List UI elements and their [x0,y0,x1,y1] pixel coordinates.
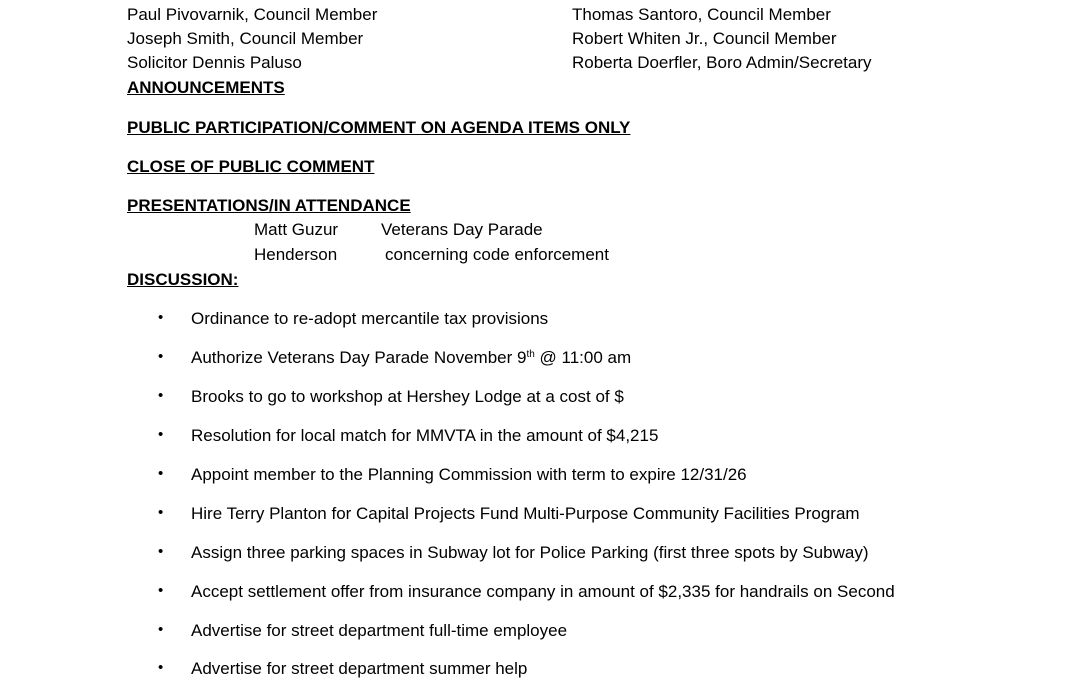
bullet-icon: • [158,426,164,443]
discussion-item: Appoint member to the Planning Commission with term to expire 12/31/26 [191,465,747,484]
ordinal-suffix: th [526,349,535,360]
bullet-icon: • [158,309,164,326]
discussion-item: Advertise for street department full-time employee [191,621,568,640]
discussion-item: Brooks to go to workshop at Hershey Lodge at a cost of $ [191,387,624,406]
bullet-icon: • [158,504,164,521]
discussion-item: Advertise for street department summer help [191,659,528,678]
presenter-topic: concerning code enforcement [385,245,609,264]
announcements-heading: ANNOUNCEMENTS [127,78,285,97]
presentations-heading: PRESENTATIONS/IN ATTENDANCE [127,196,411,215]
attendee-right-2: Robert Whiten Jr., Council Member [572,29,837,48]
bullet-icon: • [158,387,164,404]
attendee-right-1: Thomas Santoro, Council Member [572,5,831,24]
parade-time: @ 11:00 am [534,348,632,367]
public-participation-heading: PUBLIC PARTICIPATION/COMMENT ON AGENDA ITEMS ONLY [127,118,631,137]
bullet-icon: • [158,543,164,560]
attendee-left-3: Solicitor Dennis Paluso [127,53,302,72]
discussion-item: Assign three parking spaces in Subway lot for Police Parking (first three spots by Subway) [191,543,869,562]
bullet-icon: • [158,465,164,482]
presenter-name: Matt Guzur [254,220,339,239]
bullet-icon: • [158,659,164,676]
discussion-item [191,348,631,368]
discussion-item: Accept settlement offer from insurance company in amount of $2,335 for handrails on Second [191,582,895,601]
discussion-heading: DISCUSSION: [127,270,239,289]
discussion-item: Resolution for local match for MMVTA in the amount of $4,215 [191,426,659,445]
attendee-left-2: Joseph Smith, Council Member [127,29,364,48]
discussion-item: Hire Terry Planton for Capital Projects Fund Multi-Purpose Community Facilities Program [191,504,860,523]
bullet-icon: • [158,348,164,365]
attendee-right-3: Roberta Doerfler, Boro Admin/Secretary [572,53,872,72]
presenter-topic: Veterans Day Parade [381,220,543,239]
bullet-icon: • [158,582,164,599]
bullet-icon: • [158,621,164,638]
close-public-comment-heading: CLOSE OF PUBLIC COMMENT [127,157,375,176]
presenter-name: Henderson [254,245,338,264]
attendee-left-1: Paul Pivovarnik, Council Member [127,5,378,24]
parade-item-text: Authorize Veterans Day Parade November 9 [191,348,527,367]
discussion-item: Ordinance to re-adopt mercantile tax provisions [191,309,549,328]
